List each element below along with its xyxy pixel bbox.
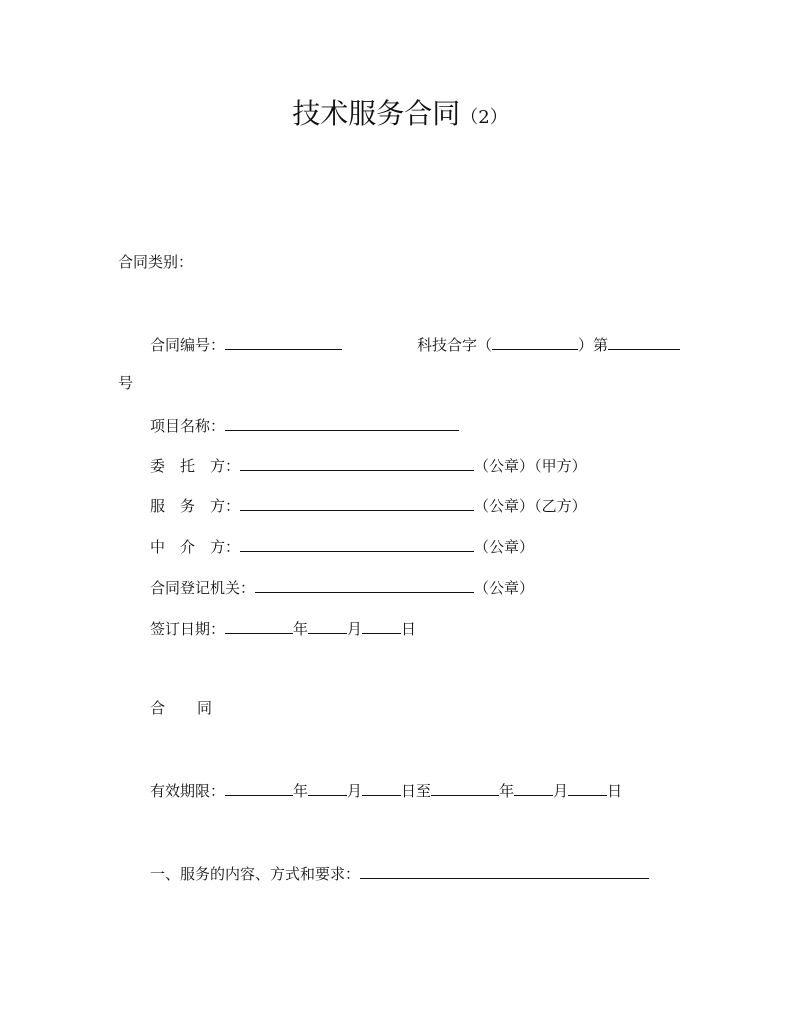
sign-year-blank — [225, 617, 293, 634]
provider-row — [150, 494, 587, 514]
contract-word-1: 合 — [150, 699, 166, 717]
client-label-3: 方： — [210, 457, 241, 475]
intermediary-label-2: 介 — [180, 538, 196, 556]
validity-year2-unit: 年 — [499, 782, 515, 800]
section-1-blank — [360, 862, 649, 879]
tech-ref-prefix: 科技合字（ — [417, 336, 493, 354]
document-title — [0, 94, 800, 138]
client-row — [150, 454, 587, 474]
client-role: （甲方） — [534, 457, 587, 475]
sign-month-blank — [308, 617, 347, 634]
validity-day2-blank — [568, 779, 607, 796]
validity-month-blank — [308, 779, 347, 796]
tech-ref-mid: ）第 — [578, 336, 609, 354]
contract-number-label: 合同编号： — [150, 336, 226, 354]
sign-month-unit: 月 — [347, 620, 363, 638]
registry-label: 合同登记机关： — [150, 579, 256, 597]
title-suffix: （2） — [460, 107, 508, 128]
provider-label-1: 服 — [150, 497, 166, 515]
provider-seal: （公章） — [474, 497, 535, 515]
validity-day2-unit: 日 — [607, 782, 623, 800]
validity-year2-blank — [431, 779, 499, 796]
provider-role: （乙方） — [534, 497, 587, 515]
sign-day-unit: 日 — [401, 620, 417, 638]
sign-date-row — [150, 617, 416, 637]
title-text: 技术服务合同 — [292, 97, 461, 130]
sign-day-blank — [362, 617, 401, 634]
client-blank — [240, 454, 474, 471]
project-name-label: 项目名称： — [150, 417, 226, 435]
contract-number-blank — [225, 333, 342, 350]
contract-category-row — [118, 252, 193, 272]
registry-seal: （公章） — [474, 579, 535, 597]
provider-label-3: 方： — [210, 497, 241, 515]
provider-label-2: 务 — [180, 497, 196, 515]
tech-ref-row — [417, 333, 680, 353]
validity-day-blank — [362, 779, 401, 796]
project-name-blank — [225, 414, 459, 431]
validity-month-unit: 月 — [347, 782, 363, 800]
intermediary-row — [150, 535, 534, 555]
validity-row — [150, 779, 622, 799]
intermediary-blank — [240, 535, 474, 552]
provider-blank — [240, 494, 474, 511]
registry-row — [150, 576, 534, 596]
intermediary-seal: （公章） — [474, 538, 535, 556]
client-label-2: 托 — [180, 457, 196, 475]
sign-date-label: 签订日期： — [150, 620, 226, 638]
validity-year-unit: 年 — [293, 782, 309, 800]
intermediary-label-3: 方： — [210, 538, 241, 556]
tech-ref-end: 号 — [118, 374, 134, 392]
tech-ref-end-row — [118, 373, 133, 393]
tech-ref-year-blank — [492, 333, 578, 350]
validity-month2-unit: 月 — [553, 782, 569, 800]
contract-word-row — [150, 698, 212, 718]
section-1-row — [150, 862, 649, 882]
intermediary-label-1: 中 — [150, 538, 166, 556]
validity-month2-blank — [514, 779, 553, 796]
section-1-heading: 一、服务的内容、方式和要求： — [150, 865, 361, 883]
contract-word-2: 同 — [197, 699, 213, 717]
sign-year-unit: 年 — [293, 620, 309, 638]
client-seal: （公章） — [474, 457, 535, 475]
client-label-1: 委 — [150, 457, 166, 475]
validity-year-blank — [225, 779, 293, 796]
contract-number-row — [150, 333, 342, 353]
tech-ref-number-blank — [608, 333, 680, 350]
contract-category-label: 合同类别： — [118, 253, 194, 271]
validity-label: 有效期限： — [150, 782, 226, 800]
project-name-row — [150, 414, 459, 434]
registry-blank — [255, 576, 474, 593]
validity-day-to: 日至 — [401, 782, 432, 800]
